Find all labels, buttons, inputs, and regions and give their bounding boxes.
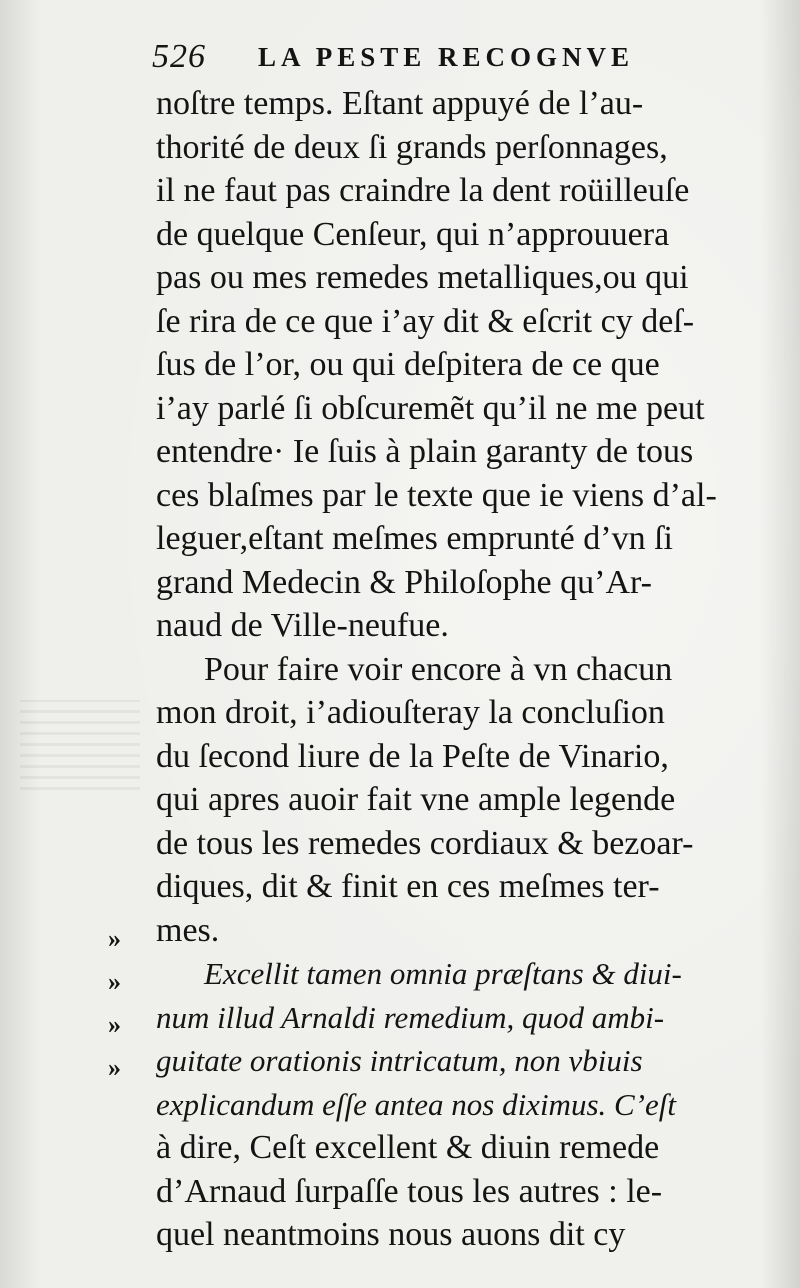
text-line: pas ou mes remedes metalliques,ou qui	[156, 259, 689, 296]
show-through-marks	[20, 700, 140, 790]
quotation-marker: »	[108, 1053, 119, 1082]
text-line: d’Arnaud ſurpaſſe tous les autres : le-	[156, 1172, 663, 1210]
page-number: 526	[152, 38, 206, 75]
text-line: de tous les remedes cordiaux & bezoar-	[156, 824, 694, 862]
text-line: à dire, Ceſt excellent & diuin remede	[156, 1129, 660, 1166]
quotation-marker: »	[108, 967, 119, 996]
latin-quote-line: explicandum eſſe antea nos diximus. C’eſt	[156, 1086, 676, 1122]
text-line: ſe rira de ce que i’ay dit & eſcrit cy deſ-	[156, 302, 695, 340]
quotation-marker: »	[108, 1010, 119, 1039]
latin-quote-line: num illud Arnaldi remedium, quod ambi-	[156, 999, 665, 1035]
text-line: ſus de l’or, ou qui deſpitera de ce que	[156, 346, 660, 383]
text-line: du ſecond liure de la Peſte de Vinario,	[156, 737, 669, 775]
text-line: entendre· Ie ſuis à plain garanty de tous	[156, 433, 694, 470]
text-line: thorité de deux ſi grands perſonnages,	[156, 128, 668, 166]
text-line: mes.	[156, 911, 220, 949]
text-line: leguer,eſtant meſmes emprunté d’vn ſi	[156, 520, 673, 557]
text-line: de quelque Cenſeur, qui n’approuuera	[156, 215, 670, 253]
text-line: ces blaſmes par le texte que ie viens d’al-	[156, 476, 717, 514]
running-title: LA PESTE RECOGNVE	[258, 42, 635, 72]
latin-quote-line: guitate orationis intricatum, non vbiuis	[156, 1043, 643, 1078]
text-line: il ne faut pas craindre la dent roüilleuſe	[156, 172, 690, 209]
latin-quote-line: Excellit tamen omnia præſtans & diui-	[204, 956, 682, 991]
text-line: naud de Ville-neufue.	[156, 607, 449, 644]
text-line: mon droit, i’adiouſteray la concluſion	[156, 694, 665, 731]
body-text	[156, 82, 716, 1257]
text-line: grand Medecin & Philoſophe qu’Ar-	[156, 563, 652, 601]
page-header	[152, 30, 752, 80]
text-line: qui apres auoir fait vne ample legende	[156, 781, 676, 818]
text-line: i’ay parlé ſi obſcuremẽt qu’il ne me peut	[156, 389, 705, 427]
quotation-marker: »	[108, 924, 119, 953]
paragraph-start-line: Pour faire voir encore à vn chacun	[204, 650, 673, 688]
text-line: noſtre temps. Eſtant appuyé de l’au-	[156, 85, 644, 122]
text-line: diques, dit & finit en ces meſmes ter-	[156, 868, 660, 905]
text-line: quel neantmoins nous auons dit cy	[156, 1216, 626, 1253]
